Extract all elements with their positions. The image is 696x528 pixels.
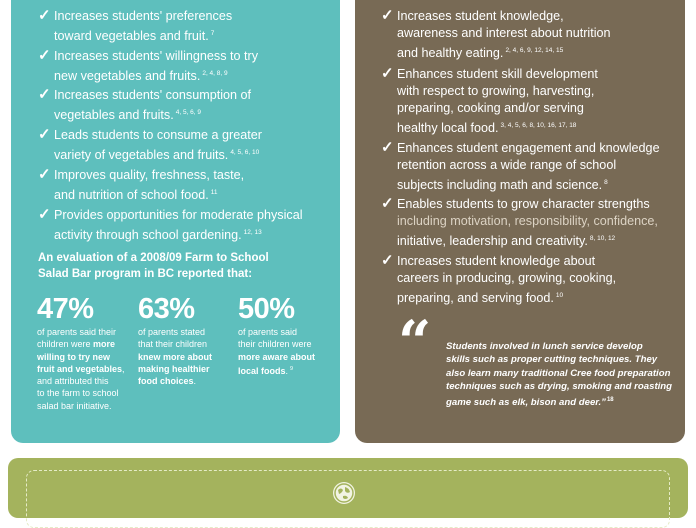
reference-superscript: 8 [604,179,608,186]
bullet-line: preparing, cooking and/or serving [397,101,584,115]
bullet-line: Increases students' preferences [54,9,233,23]
check-icon: ✓ [381,139,394,156]
stat-line: of parents said [238,327,298,337]
evaluation-heading-line: Salad Bar program in BC reported that: [38,268,253,280]
cree-quote [446,340,681,409]
stat-line: of parents said their [37,327,117,337]
stat-bold: willing to try new [37,351,111,362]
stat-line: that their children [138,339,208,350]
stat-bold: food choices [138,376,194,387]
benefit-knowledge [381,8,677,62]
quote-line: game such as elk, bison and deer.” [446,396,606,408]
quote-line: also learn many traditional Cree food preparation [446,367,671,379]
bullet-line: toward vegetables and fruit. [54,29,209,43]
bullet-line: and nutrition of school food. [54,188,209,202]
quote-line: techniques such as drying, smoking and roasting [446,381,673,393]
stat-willing-to-try [37,292,125,412]
benefit-careers [381,253,677,307]
stat-line: children were [37,339,94,350]
evaluation-heading [38,250,328,282]
bullet-line: Increases student knowledge, [397,9,564,23]
bullet-line: Increases students' consumption of [54,88,252,102]
check-icon: ✓ [38,86,51,103]
bullet-line: with respect to growing, harvesting, [397,84,595,98]
bullet-line: awareness and interest about nutrition [397,26,611,40]
bullet-line: Enhances student engagement and knowledge [397,141,660,155]
bullet-line: including motivation, responsibility, confidence, [397,214,658,228]
reference-superscript: 2, 4, 6, 9, 12, 14, 15 [505,47,564,54]
benefit-variety [38,127,328,164]
stat-percent: 47% [37,293,94,325]
reference-superscript: 10 [555,292,564,299]
stat-bold: local foods [238,365,286,376]
bullet-line: new vegetables and fruits. [54,69,201,83]
quote-line: Students involved in lunch service develop [446,341,643,352]
reference-superscript: 2, 4, 8, 9 [202,70,228,77]
bullet-line: healthy local food. [397,121,499,135]
reference-superscript: 4, 5, 6, 10 [230,149,260,156]
bullet-line: activity through school gardening. [54,228,242,242]
benefit-quality [38,167,328,204]
stat-line: and attributed this [37,376,109,387]
check-icon: ✓ [38,206,51,223]
benefit-activity [38,207,328,244]
check-icon: ✓ [38,126,51,143]
stat-bold: making healthier [138,363,210,374]
bullet-line: retention across a wide range of school [397,158,617,172]
bullet-line: initiative, leadership and creativity. [397,234,588,248]
reference-superscript: 7 [210,30,215,37]
check-icon: ✓ [381,65,394,82]
stat-line: salad bar initiative. [37,400,112,411]
bullet-line: Improves quality, freshness, taste, [54,168,245,182]
bullet-line: variety of vegetables and fruits. [54,148,229,162]
bullet-line: Increases students' willingness to try [54,49,258,63]
benefit-skills [381,66,677,137]
bullet-line: subjects including math and science. [397,178,603,192]
reference-superscript: 3, 4, 5, 6, 8, 10, 16, 17, 18 [500,122,577,129]
bullet-line: Provides opportunities for moderate physical [54,208,303,222]
bullet-line: careers in producing, growing, cooking, [397,271,617,285]
check-icon: ✓ [38,7,51,24]
reference-superscript: 12, 13 [243,229,262,236]
globe-icon [333,482,355,504]
benefit-willingness [38,48,328,85]
stat-line: of parents stated [138,327,206,337]
stat-more-aware [238,292,315,377]
reference-superscript: 9 [290,365,294,372]
check-icon: ✓ [38,166,51,183]
stat-line: to the farm to school [37,388,119,399]
stat-percent: 50% [238,293,295,325]
reference-superscript: 11 [210,189,218,196]
benefit-preferences [38,8,328,45]
stat-bold: more [93,339,116,350]
stat-bold: more aware about [238,351,316,362]
stat-line: their children were [238,339,312,350]
bullet-line: Enables students to grow character strengths [397,197,650,211]
stat-punct: , [122,363,125,374]
reference-superscript: 4, 5, 6, 9 [175,109,202,116]
evaluation-heading-line: An evaluation of a 2008/09 Farm to School [38,252,269,264]
stat-bold: fruit and vegetables [37,363,123,374]
stat-bold: knew more about [138,351,213,362]
bullet-line: and healthy eating. [397,46,504,60]
benefit-consumption [38,87,328,124]
quote-line: skills such as proper cutting techniques. They [446,354,658,366]
stat-knew-more [138,292,212,387]
benefit-character [381,196,677,250]
check-icon: ✓ [381,195,394,212]
check-icon: ✓ [381,7,394,24]
reference-superscript: 8, 10, 12 [589,235,616,242]
bullet-line: preparing, and serving food. [397,291,554,305]
bullet-line: Leads students to consume a greater [54,128,262,142]
quote-mark-icon: “ [398,308,426,376]
benefit-engagement [381,140,677,194]
check-icon: ✓ [381,252,394,269]
bullet-line: Increases student knowledge about [397,254,596,268]
reference-superscript: 18 [606,396,614,403]
bullet-line: vegetables and fruits. [54,108,174,122]
stat-punct: . [285,365,289,376]
stat-punct: . [193,376,197,387]
check-icon: ✓ [38,47,51,64]
bullet-line: Enhances student skill development [397,67,598,81]
stat-percent: 63% [138,293,195,325]
